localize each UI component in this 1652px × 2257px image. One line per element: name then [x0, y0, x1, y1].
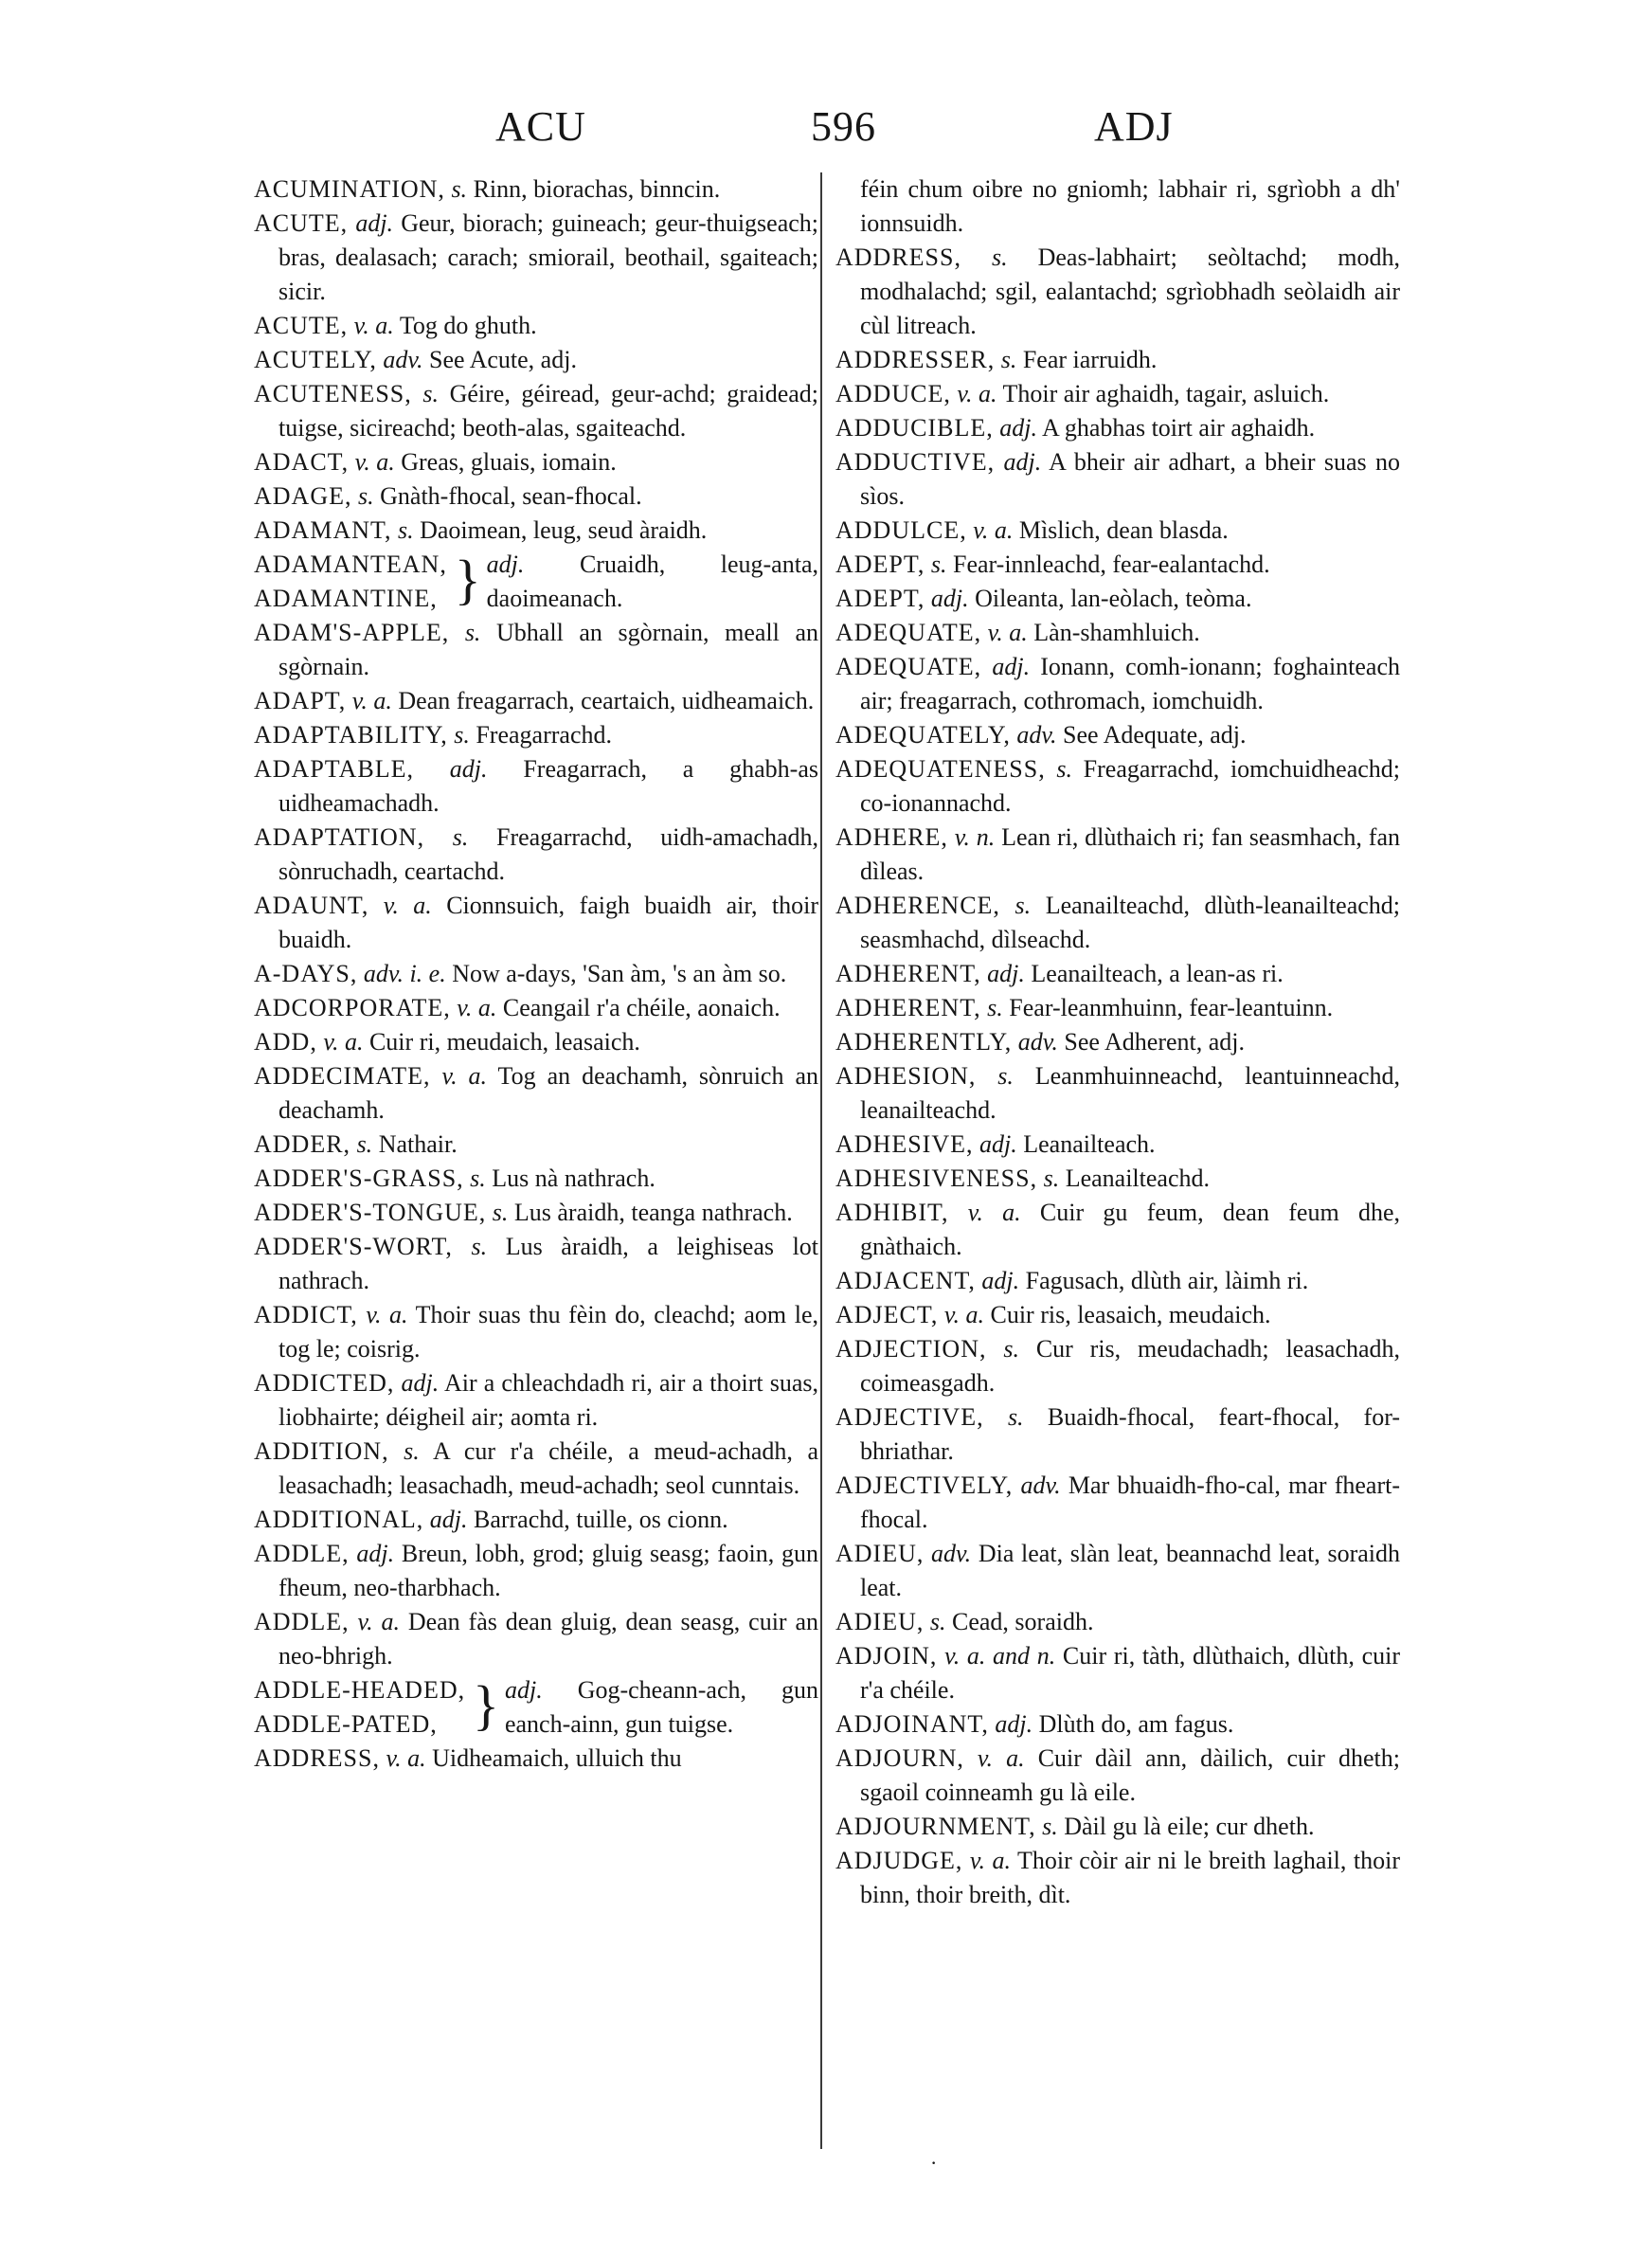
part-of-speech: s.: [1056, 755, 1073, 783]
dictionary-entry: [254, 957, 818, 991]
definition: Cuir ri, meudaich, leasaich.: [368, 1028, 640, 1056]
headword: ADAPTATION,: [254, 823, 425, 851]
dictionary-entry: [835, 1469, 1400, 1537]
headword: ADDLE,: [254, 1608, 350, 1635]
definition: Oileanta, lan-eòlach, teòma.: [975, 585, 1252, 612]
headword: ADEQUATELY,: [835, 721, 1011, 749]
headword: ADHIBIT,: [835, 1199, 949, 1226]
dictionary-entry: [835, 889, 1400, 957]
part-of-speech: v. a.: [969, 1847, 1011, 1874]
dictionary-entry: [835, 1605, 1400, 1639]
part-of-speech: adj.: [981, 1267, 1020, 1294]
definition: Tog do ghuth.: [399, 312, 537, 339]
headword: ADHESIVE,: [835, 1130, 974, 1158]
definition: Breun, lobh, grod; gluig seasg; faoin, gun fheum, neo-tharbhach.: [278, 1540, 818, 1601]
headword: ACUTENESS,: [254, 380, 412, 407]
headword: ADJOURN,: [835, 1744, 964, 1772]
definition: Cuir ri, tàth, dlùthaich, dlùth, cuir r'a chéile.: [860, 1642, 1401, 1704]
part-of-speech: adv.: [1017, 1028, 1058, 1056]
definition: Leanailteachd.: [1065, 1165, 1210, 1192]
dictionary-entry: [835, 1196, 1400, 1264]
headword: ADDUCE,: [835, 380, 951, 407]
part-of-speech: s.: [358, 482, 374, 510]
headword: ADDRESS,: [254, 1744, 380, 1772]
definition: Air a chleachdadh ri, air a thoirt suas, liobhairte; déigheil air; aomta ri.: [278, 1369, 818, 1431]
headword: ADCORPORATE,: [254, 994, 451, 1021]
part-of-speech: v. a. and n.: [944, 1642, 1056, 1670]
part-of-speech: s.: [404, 1437, 420, 1465]
headword: ADJOURNMENT,: [835, 1813, 1036, 1840]
headword: ADJOINANT,: [835, 1710, 989, 1738]
dictionary-entry: [835, 650, 1400, 718]
definition: Dean freagarrach, ceartaich, uidheamaich.: [398, 687, 815, 714]
brace-symbol: }: [473, 1674, 499, 1736]
headword: ACUMINATION,: [254, 175, 445, 203]
definition: Fear-innleachd, fear-ealantachd.: [952, 551, 1270, 578]
headword: ADIEU,: [835, 1608, 925, 1635]
definition: Ionann, comh-ionann; foghainteach air; freagarrach, cothromach, iomchuidh.: [860, 653, 1401, 714]
dictionary-entry: [254, 1605, 818, 1673]
dictionary-entry: [254, 752, 818, 821]
headword: ADAPTABLE,: [254, 755, 414, 783]
definition: Dia leat, slàn leat, beannachd leat, soraidh leat.: [860, 1540, 1401, 1601]
headword: ACUTE,: [254, 209, 349, 237]
headword: ADDLE-HEADED,: [254, 1676, 466, 1704]
headword: ADEPT,: [835, 551, 925, 578]
dictionary-entry: [835, 1298, 1400, 1332]
dictionary-entry: [254, 1503, 818, 1537]
part-of-speech: s.: [470, 1165, 486, 1192]
definition: Thoir air aghaidh, tagair, asluich.: [1002, 380, 1330, 407]
definition: Cuir ris, leasaich, meudaich.: [990, 1301, 1271, 1328]
dictionary-entry: [835, 1162, 1400, 1196]
definition: Lus àraidh, teanga nathrach.: [513, 1199, 793, 1226]
definition: Nathair.: [378, 1130, 458, 1158]
dictionary-entry: [835, 548, 1400, 582]
definition: Deas-labhairt; seòltachd; modh, modhalachd; sgil, ealantachd; sgrìobhadh seòlaidh air cùl litreach.: [860, 244, 1400, 339]
bracketed-entry: [254, 1673, 818, 1742]
part-of-speech: v. a.: [323, 1028, 364, 1056]
definition: Greas, gluais, iomain.: [401, 448, 617, 476]
headword: ADHERE,: [835, 823, 948, 851]
headword: ADDER'S-GRASS,: [254, 1165, 464, 1192]
part-of-speech: v. a.: [383, 892, 432, 919]
definition: Now a-days, 'San àm, 's an àm so.: [452, 960, 787, 987]
part-of-speech: v. n.: [954, 823, 996, 851]
definition: Freagarrachd, iomchuidheachd; co-ionannachd.: [860, 755, 1401, 817]
headword: ADAPT,: [254, 687, 347, 714]
headword: ADHESIVENESS,: [835, 1165, 1038, 1192]
headword: ADHERENTLY,: [835, 1028, 1013, 1056]
definition: Uidheamaich, ulluich thu: [432, 1744, 682, 1772]
headword: ADDITION,: [254, 1437, 389, 1465]
part-of-speech: s.: [1007, 1403, 1024, 1431]
part-of-speech: adv.: [931, 1540, 972, 1567]
dictionary-entry: [254, 207, 818, 309]
headword: ADJECTIVELY,: [835, 1472, 1014, 1499]
column-divider: [820, 172, 822, 2149]
part-of-speech: adj.: [504, 1676, 543, 1704]
part-of-speech: s.: [454, 721, 470, 749]
part-of-speech: v. a.: [386, 1744, 426, 1772]
dictionary-entry: [835, 1639, 1400, 1707]
dictionary-entry: [254, 991, 818, 1025]
part-of-speech: adj.: [995, 1710, 1033, 1738]
part-of-speech: adv.: [1020, 1472, 1061, 1499]
part-of-speech: adj.: [355, 209, 394, 237]
dictionary-entry: [254, 1435, 818, 1503]
page-number: 596: [811, 103, 876, 150]
headword: ADD,: [254, 1028, 317, 1056]
headword: ADJECTIVE,: [835, 1403, 984, 1431]
part-of-speech: s.: [452, 823, 469, 851]
headword: ADHERENT,: [835, 994, 981, 1021]
part-of-speech: adv.: [383, 346, 423, 373]
headword: ADDICT,: [254, 1301, 358, 1328]
dictionary-entry: [254, 1230, 818, 1298]
headword: ADDUCTIVE,: [835, 448, 996, 476]
part-of-speech: v. a.: [366, 1301, 408, 1328]
definition: Mar bhuaidh-fho-cal, mar fheart-fhocal.: [860, 1472, 1400, 1533]
dictionary-entry: [254, 1128, 818, 1162]
headword: ADACT,: [254, 448, 350, 476]
headword: ADDRESS,: [835, 244, 961, 271]
dictionary-entry: [835, 752, 1400, 821]
dictionary-entry: [254, 1742, 818, 1776]
headword: ACUTELY,: [254, 346, 377, 373]
headword: ADIEU,: [835, 1540, 925, 1567]
headword: ADDECIMATE,: [254, 1062, 431, 1090]
part-of-speech: v. a.: [351, 687, 392, 714]
definition: Gnàth-fhocal, sean-fhocal.: [380, 482, 642, 510]
dictionary-entry: [835, 172, 1400, 241]
headword: ADAMANTINE,: [254, 585, 438, 612]
dictionary-entry: [254, 1025, 818, 1059]
dictionary-entry: [254, 684, 818, 718]
running-head-right: ADJ: [1094, 103, 1174, 150]
headword: ADHESION,: [835, 1062, 977, 1090]
definition: Leanmhuinneachd, leantuinneachd, leanailteachd.: [860, 1062, 1400, 1124]
part-of-speech: adv. i. e.: [363, 960, 446, 987]
dictionary-entry: [254, 172, 818, 207]
dictionary-entry: [835, 1742, 1400, 1810]
definition: See Adherent, adj.: [1064, 1028, 1246, 1056]
part-of-speech: adj.: [992, 653, 1031, 680]
part-of-speech: adj.: [449, 755, 488, 783]
definition: Thoir còir air ni le breith laghail, thoir binn, thoir breith, dìt.: [860, 1847, 1400, 1908]
part-of-speech: v. a.: [357, 1608, 400, 1635]
headword: ADJECTION,: [835, 1335, 987, 1363]
headword: ADJOIN,: [835, 1642, 938, 1670]
part-of-speech: adj.: [356, 1540, 395, 1567]
dictionary-entry: [835, 411, 1400, 445]
part-of-speech: s.: [930, 551, 947, 578]
part-of-speech: adj.: [999, 414, 1037, 442]
dictionary-entry: [835, 582, 1400, 616]
definition: Dean fàs dean gluig, dean seasg, cuir an neo-bhrigh.: [278, 1608, 818, 1670]
definition: Ceangail r'a chéile, aonaich.: [502, 994, 781, 1021]
definition: Cead, soraidh.: [952, 1608, 1094, 1635]
dictionary-entry: [254, 1196, 818, 1230]
headword: ADDITIONAL,: [254, 1506, 424, 1533]
dictionary-entry: [254, 1537, 818, 1605]
part-of-speech: s.: [929, 1608, 946, 1635]
dictionary-entry: [254, 343, 818, 377]
part-of-speech: adj.: [429, 1506, 468, 1533]
definition: Thoir suas thu fèin do, cleachd; aom le, tog le; coisrig.: [278, 1301, 818, 1363]
part-of-speech: s.: [422, 380, 439, 407]
definition: Cionnsuich, faigh buaidh air, thoir buaidh.: [278, 892, 818, 953]
part-of-speech: s.: [991, 244, 1008, 271]
part-of-speech: s.: [1043, 1165, 1060, 1192]
part-of-speech: v. a.: [987, 619, 1028, 646]
part-of-speech: v. a.: [441, 1062, 488, 1090]
part-of-speech: s.: [1015, 892, 1032, 919]
definition: Cuir gu feum, dean feum dhe, gnàthaich.: [860, 1199, 1400, 1260]
dictionary-entry: [835, 1264, 1400, 1298]
dictionary-entry: [835, 957, 1400, 991]
definition: See Acute, adj.: [429, 346, 577, 373]
definition: Làn-shamhluich.: [1033, 619, 1200, 646]
headword: ADAMANT,: [254, 516, 392, 544]
part-of-speech: v. a.: [973, 516, 1014, 544]
dictionary-entry: [835, 1128, 1400, 1162]
definition: féin chum oibre no gniomh; labhair ri, sgrìobh a dh' ionnsuidh.: [860, 175, 1400, 237]
dictionary-entry: [254, 479, 818, 514]
definition: Buaidh-fhocal, feart-fhocal, for-bhriathar.: [860, 1403, 1401, 1465]
dictionary-entry: [835, 616, 1400, 650]
definition: Dlùth do, am fagus.: [1038, 1710, 1234, 1738]
dictionary-entry: [254, 1366, 818, 1435]
dictionary-entry: [835, 821, 1400, 889]
headword: ADDRESSER,: [835, 346, 996, 373]
headword: ADEQUATE,: [835, 619, 982, 646]
headword: ADAMANTEAN,: [254, 551, 447, 578]
part-of-speech: s.: [464, 619, 481, 646]
dictionary-entry: [835, 514, 1400, 548]
part-of-speech: v. a.: [977, 1744, 1025, 1772]
part-of-speech: adj.: [979, 1130, 1017, 1158]
headword: ADJUDGE,: [835, 1847, 963, 1874]
part-of-speech: v. a.: [457, 994, 497, 1021]
part-of-speech: s.: [356, 1130, 373, 1158]
headword: ADAUNT,: [254, 892, 369, 919]
dictionary-entry: [835, 1707, 1400, 1742]
part-of-speech: adj.: [401, 1369, 440, 1397]
part-of-speech: s.: [397, 516, 414, 544]
headword: ADAM'S-APPLE,: [254, 619, 450, 646]
left-column: [254, 172, 818, 1776]
dictionary-entry: [835, 445, 1400, 514]
definition: A cur r'a chéile, a meud-achadh, a leasachadh; leasachadh, meud-achadh; seol cunntais.: [278, 1437, 818, 1499]
printer-mark: ·: [930, 2151, 938, 2175]
definition: Dàil gu là eile; cur dheth.: [1064, 1813, 1315, 1840]
headword: ADDLE,: [254, 1540, 350, 1567]
dictionary-entry: [835, 1810, 1400, 1844]
part-of-speech: v. a.: [943, 1301, 984, 1328]
part-of-speech: adj.: [930, 585, 969, 612]
definition: Leanailteachd, dlùth-leanailteachd; seasmhachd, dìlseachd.: [860, 892, 1401, 953]
dictionary-entry: [254, 1298, 818, 1366]
dictionary-entry: [254, 1059, 818, 1128]
dictionary-entry: [835, 377, 1400, 411]
headword: ADDER,: [254, 1130, 351, 1158]
definition: Lus nà nathrach.: [492, 1165, 655, 1192]
brace-symbol: }: [454, 549, 481, 610]
dictionary-entry: [835, 1332, 1400, 1400]
dictionary-entry: [254, 821, 818, 889]
dictionary-entry: [254, 718, 818, 752]
dictionary-entry: [835, 1537, 1400, 1605]
running-head-left: ACU: [495, 103, 586, 150]
headword: ADHERENCE,: [835, 892, 1000, 919]
definition: Gog-cheann-ach, gun eanch-ainn, gun tuigse.: [504, 1676, 818, 1738]
dictionary-entry: [835, 1844, 1400, 1912]
definition: Daoimean, leug, seud àraidh.: [420, 516, 708, 544]
dictionary-entry: [835, 1400, 1400, 1469]
dictionary-entry: [835, 241, 1400, 343]
right-column: [835, 172, 1400, 1912]
headword: ADAPTABILITY,: [254, 721, 448, 749]
headword: ADAGE,: [254, 482, 352, 510]
headword: ADJECT,: [835, 1301, 939, 1328]
part-of-speech: adv.: [1016, 721, 1057, 749]
definition: A ghabhas toirt air aghaidh.: [1042, 414, 1316, 442]
definition: Cruaidh, leug-anta, daoimeanach.: [486, 551, 818, 612]
part-of-speech: s.: [997, 1062, 1014, 1090]
definition: A bheir air adhart, a bheir suas no sìos.: [860, 448, 1401, 510]
dictionary-entry: [254, 377, 818, 445]
definition: Ubhall an sgòrnain, meall an sgòrnain.: [278, 619, 819, 680]
headword: ACUTE,: [254, 312, 349, 339]
definition: Fear iarruidh.: [1022, 346, 1158, 373]
dictionary-entry: [254, 445, 818, 479]
headword: ADDUCIBLE,: [835, 414, 994, 442]
part-of-speech: v. a.: [353, 312, 394, 339]
part-of-speech: v. a.: [354, 448, 395, 476]
definition: Cuir dàil ann, dàilich, cuir dheth; sgaoil coinneamh gu là eile.: [860, 1744, 1400, 1806]
part-of-speech: s.: [492, 1199, 509, 1226]
bracketed-entry: [254, 548, 818, 616]
part-of-speech: s.: [987, 994, 1003, 1021]
headword: ADEQUATENESS,: [835, 755, 1046, 783]
definition: Cur ris, meudachadh; leasachadh, coimeasgadh.: [860, 1335, 1400, 1397]
dictionary-entry: [254, 514, 818, 548]
part-of-speech: s.: [1000, 346, 1017, 373]
definition: Barrachd, tuille, os cionn.: [473, 1506, 728, 1533]
dictionary-entry: [254, 889, 818, 957]
definition: Freagarrachd.: [476, 721, 612, 749]
headword: A-DAYS,: [254, 960, 358, 987]
definition: Geur, biorach; guineach; geur-thuigseach; bras, dealasach; carach; smiorail, beothail, sgaiteach; sicir.: [278, 209, 819, 305]
definition: Leanailteach, a lean-as ri.: [1031, 960, 1284, 987]
definition: Freagarrachd, uidh-amachadh, sònruchadh, ceartachd.: [278, 823, 819, 885]
dictionary-entry: [835, 343, 1400, 377]
dictionary-entry: [835, 991, 1400, 1025]
headword: ADDER'S-WORT,: [254, 1233, 453, 1260]
part-of-speech: s.: [471, 1233, 488, 1260]
headword: ADHERENT,: [835, 960, 981, 987]
part-of-speech: v. a.: [967, 1199, 1021, 1226]
part-of-speech: s.: [1042, 1813, 1058, 1840]
headword: ADDICTED,: [254, 1369, 395, 1397]
dictionary-entry: [254, 616, 818, 684]
part-of-speech: adj.: [1003, 448, 1042, 476]
headword: ADDULCE,: [835, 516, 967, 544]
dictionary-entry: [835, 1059, 1400, 1128]
part-of-speech: adj.: [486, 551, 525, 578]
headword: ADDER'S-TONGUE,: [254, 1199, 487, 1226]
dictionary-entry: [835, 718, 1400, 752]
headword: ADJACENT,: [835, 1267, 976, 1294]
part-of-speech: adj.: [987, 960, 1025, 987]
definition: Lus àraidh, a leighiseas lot nathrach.: [278, 1233, 819, 1294]
definition: Mìslich, dean blasda.: [1018, 516, 1229, 544]
definition: Géire, géiread, geur-achd; graidead; tuigse, sicireachd; beoth-alas, sgaiteachd.: [278, 380, 819, 442]
part-of-speech: s.: [451, 175, 468, 203]
definition: Fagusach, dlùth air, làimh ri.: [1025, 1267, 1309, 1294]
dictionary-entry: [254, 1162, 818, 1196]
definition: Leanailteach.: [1023, 1130, 1156, 1158]
definition: Freagarrach, a ghabh-as uidheamachadh.: [278, 755, 818, 817]
dictionary-entry: [254, 309, 818, 343]
definition: See Adequate, adj.: [1062, 721, 1247, 749]
dictionary-entry: [835, 1025, 1400, 1059]
headword: ADDLE-PATED,: [254, 1710, 438, 1738]
part-of-speech: s.: [1003, 1335, 1019, 1363]
page-header: [0, 102, 1652, 159]
definition: Rinn, biorachas, binncin.: [473, 175, 721, 203]
definition: Fear-leanmhuinn, fear-leantuinn.: [1009, 994, 1334, 1021]
definition: Lean ri, dlùthaich ri; fan seasmhach, fan dìleas.: [860, 823, 1400, 885]
headword: ADEQUATE,: [835, 653, 982, 680]
headword: ADEPT,: [835, 585, 925, 612]
part-of-speech: v. a.: [957, 380, 997, 407]
definition: Tog an deachamh, sònruich an deachamh.: [278, 1062, 818, 1124]
